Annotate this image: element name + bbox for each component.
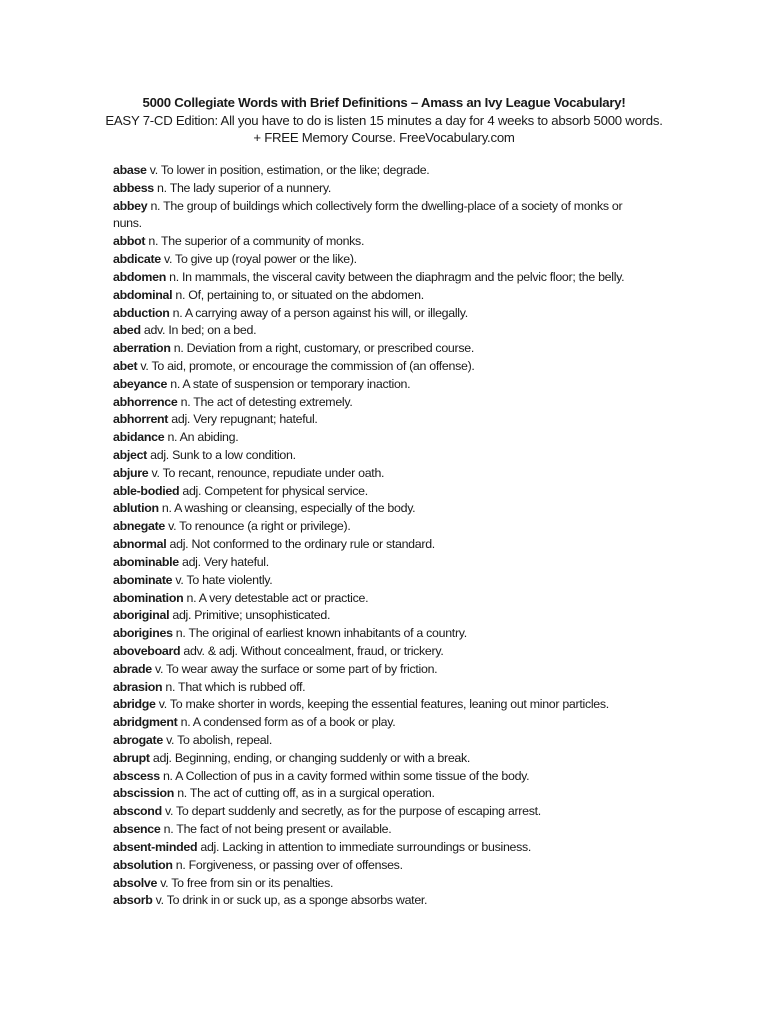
entry-term: abhorrence (113, 394, 178, 409)
word-entry (113, 358, 643, 376)
entry-term: abrogate (113, 733, 163, 747)
entry-definition: v. To renounce (a right or privilege). (165, 519, 351, 534)
word-entry (113, 322, 643, 340)
entry-definition: v. To make shorter in words, keeping the essential features, leaning out minor particles. (155, 697, 609, 712)
word-entry (113, 714, 643, 732)
entry-definition: v. To drink in or suck up, as a sponge absorbs water. (152, 893, 428, 908)
word-entry (113, 376, 643, 394)
entry-term: aboveboard (113, 643, 181, 658)
word-entry (113, 696, 643, 714)
entry-term: abidance (113, 430, 165, 445)
entry-definition: n. The fact of not being present or available. (160, 822, 392, 837)
word-entry (113, 536, 643, 554)
word-entry (113, 857, 643, 875)
entry-term: abnegate (113, 519, 165, 534)
entry-term: abdomen (113, 269, 166, 284)
entry-term: abscond (113, 804, 162, 819)
entry-definition: v. To lower in position, estimation, or the like; degrade. (146, 163, 430, 177)
entry-term: abbey (113, 198, 148, 213)
entry-definition: n. A state of suspension or temporary inaction. (167, 376, 411, 391)
entry-term: aberration (113, 341, 171, 356)
entry-term: abdominal (113, 287, 173, 302)
entry-term: abrade (113, 661, 152, 676)
entry-definition: n. The superior of a community of monks. (145, 234, 365, 249)
entry-term: abbot (113, 234, 146, 249)
entry-definition: n. The original of earliest known inhabitants of a country. (172, 626, 467, 641)
entry-definition: adj. Very hateful. (178, 554, 269, 569)
entry-definition: adj. Beginning, ending, or changing suddenly or with a break. (149, 750, 471, 765)
entry-term: abbess (113, 180, 154, 195)
word-entry (113, 875, 643, 893)
word-entry (113, 839, 643, 857)
entry-definition: n. In mammals, the visceral cavity between the diaphragm and the pelvic floor; the belly. (165, 269, 625, 284)
entry-definition: adj. Primitive; unsophisticated. (169, 608, 331, 623)
entry-definition: v. To wear away the surface or some part of by friction. (151, 661, 438, 676)
entry-term: abed (113, 323, 141, 338)
entry-term: abeyance (113, 376, 168, 391)
entry-term: ablution (113, 501, 159, 516)
entry-definition: v. To give up (royal power or the like). (160, 252, 357, 267)
word-entry (113, 269, 643, 287)
entry-definition: adv. & adj. Without concealment, fraud, or trickery. (180, 643, 444, 658)
entry-definition: n. The act of cutting off, as in a surgical operation. (174, 786, 435, 801)
word-entry (113, 785, 643, 803)
word-entry (113, 447, 643, 465)
entry-definition: v. To hate violently. (172, 572, 273, 587)
entry-definition: n. The group of buildings which collectively form the dwelling-place of a society of monks or nuns. (113, 198, 623, 231)
entry-definition: adj. Very repugnant; hateful. (168, 412, 318, 427)
word-entry (113, 643, 643, 661)
entry-term: abridge (113, 697, 156, 712)
entry-definition: n. The act of detesting extremely. (177, 394, 353, 409)
entry-definition: v. To recant, renounce, repudiate under oath. (148, 465, 385, 480)
entry-definition: v. To abolish, repeal. (162, 733, 272, 747)
entry-definition: adj. Competent for physical service. (179, 483, 368, 498)
word-entry (113, 679, 643, 697)
word-entry (113, 198, 643, 234)
entry-definition: adj. Sunk to a low condition. (147, 448, 296, 462)
word-entry (113, 590, 643, 608)
entry-definition: v. To free from sin or its penalties. (157, 875, 334, 890)
word-list (113, 162, 643, 910)
entry-term: abscess (113, 768, 160, 783)
entry-term: abdicate (113, 252, 161, 267)
word-entry (113, 500, 643, 518)
word-entry (113, 803, 643, 821)
word-entry (113, 607, 643, 625)
word-entry (113, 233, 643, 251)
document-title: 5000 Collegiate Words with Brief Definitions – Amass an Ivy League Vocabulary! (142, 95, 626, 110)
entry-term: abhorrent (113, 412, 169, 427)
word-entry (113, 465, 643, 483)
entry-term: absolution (113, 857, 173, 872)
entry-definition: n. A very detestable act or practice. (183, 590, 369, 605)
word-entry (113, 411, 643, 429)
word-entry (113, 162, 643, 180)
entry-term: abjure (113, 465, 149, 480)
entry-definition: n. A condensed form as of a book or play. (177, 715, 396, 730)
entry-definition: n. A carrying away of a person against his will, or illegally. (169, 305, 468, 320)
word-entry (113, 251, 643, 269)
entry-term: abnormal (113, 537, 167, 552)
document-header (100, 94, 668, 147)
entry-definition: n. An abiding. (164, 430, 239, 445)
word-entry (113, 518, 643, 536)
document-subtitle: EASY 7-CD Edition: All you have to do is listen 15 minutes a day for 4 weeks to absorb 5000 words. + FREE Memory Course. FreeVocabulary.com (105, 112, 663, 145)
entry-term: aboriginal (113, 608, 170, 623)
entry-definition: n. The lady superior of a nunnery. (153, 180, 331, 195)
entry-term: abrasion (113, 679, 163, 694)
word-entry (113, 394, 643, 412)
word-entry (113, 429, 643, 447)
word-entry (113, 768, 643, 786)
word-entry (113, 340, 643, 358)
entry-definition: n. Forgiveness, or passing over of offenses. (172, 857, 403, 872)
entry-definition: n. Deviation from a right, customary, or prescribed course. (170, 341, 474, 356)
entry-term: abomination (113, 590, 184, 605)
entry-term: absorb (113, 893, 153, 908)
entry-term: abominable (113, 554, 179, 569)
word-entry (113, 180, 643, 198)
word-entry (113, 732, 643, 750)
entry-term: absolve (113, 875, 158, 890)
word-entry (113, 305, 643, 323)
entry-definition: n. That which is rubbed off. (162, 679, 306, 694)
entry-term: abridgment (113, 715, 178, 730)
entry-definition: v. To aid, promote, or encourage the commission of (an offense). (137, 358, 475, 373)
word-entry (113, 287, 643, 305)
word-entry (113, 750, 643, 768)
entry-definition: adj. Lacking in attention to immediate surroundings or business. (197, 839, 532, 854)
entry-definition: v. To depart suddenly and secretly, as for the purpose of escaping arrest. (161, 804, 541, 819)
word-entry (113, 821, 643, 839)
entry-definition: adj. Not conformed to the ordinary rule or standard. (166, 537, 435, 552)
entry-definition: n. A washing or cleansing, especially of the body. (158, 501, 416, 516)
word-entry (113, 892, 643, 910)
entry-term: absence (113, 822, 161, 837)
word-entry (113, 625, 643, 643)
entry-term: absent-minded (113, 839, 198, 854)
word-entry (113, 661, 643, 679)
entry-definition: adv. In bed; on a bed. (140, 323, 257, 338)
word-entry (113, 554, 643, 572)
entry-term: abrupt (113, 750, 150, 765)
entry-term: abet (113, 358, 138, 373)
entry-term: abduction (113, 305, 170, 320)
entry-term: abject (113, 448, 148, 462)
entry-term: able-bodied (113, 483, 180, 498)
entry-definition: n. Of, pertaining to, or situated on the abdomen. (172, 287, 424, 302)
word-entry (113, 483, 643, 501)
entry-definition: n. A Collection of pus in a cavity formed within some tissue of the body. (159, 768, 530, 783)
entry-term: aborigines (113, 626, 173, 641)
entry-term: abscission (113, 786, 175, 801)
entry-term: abominate (113, 572, 173, 587)
entry-term: abase (113, 163, 147, 177)
word-entry (113, 572, 643, 590)
